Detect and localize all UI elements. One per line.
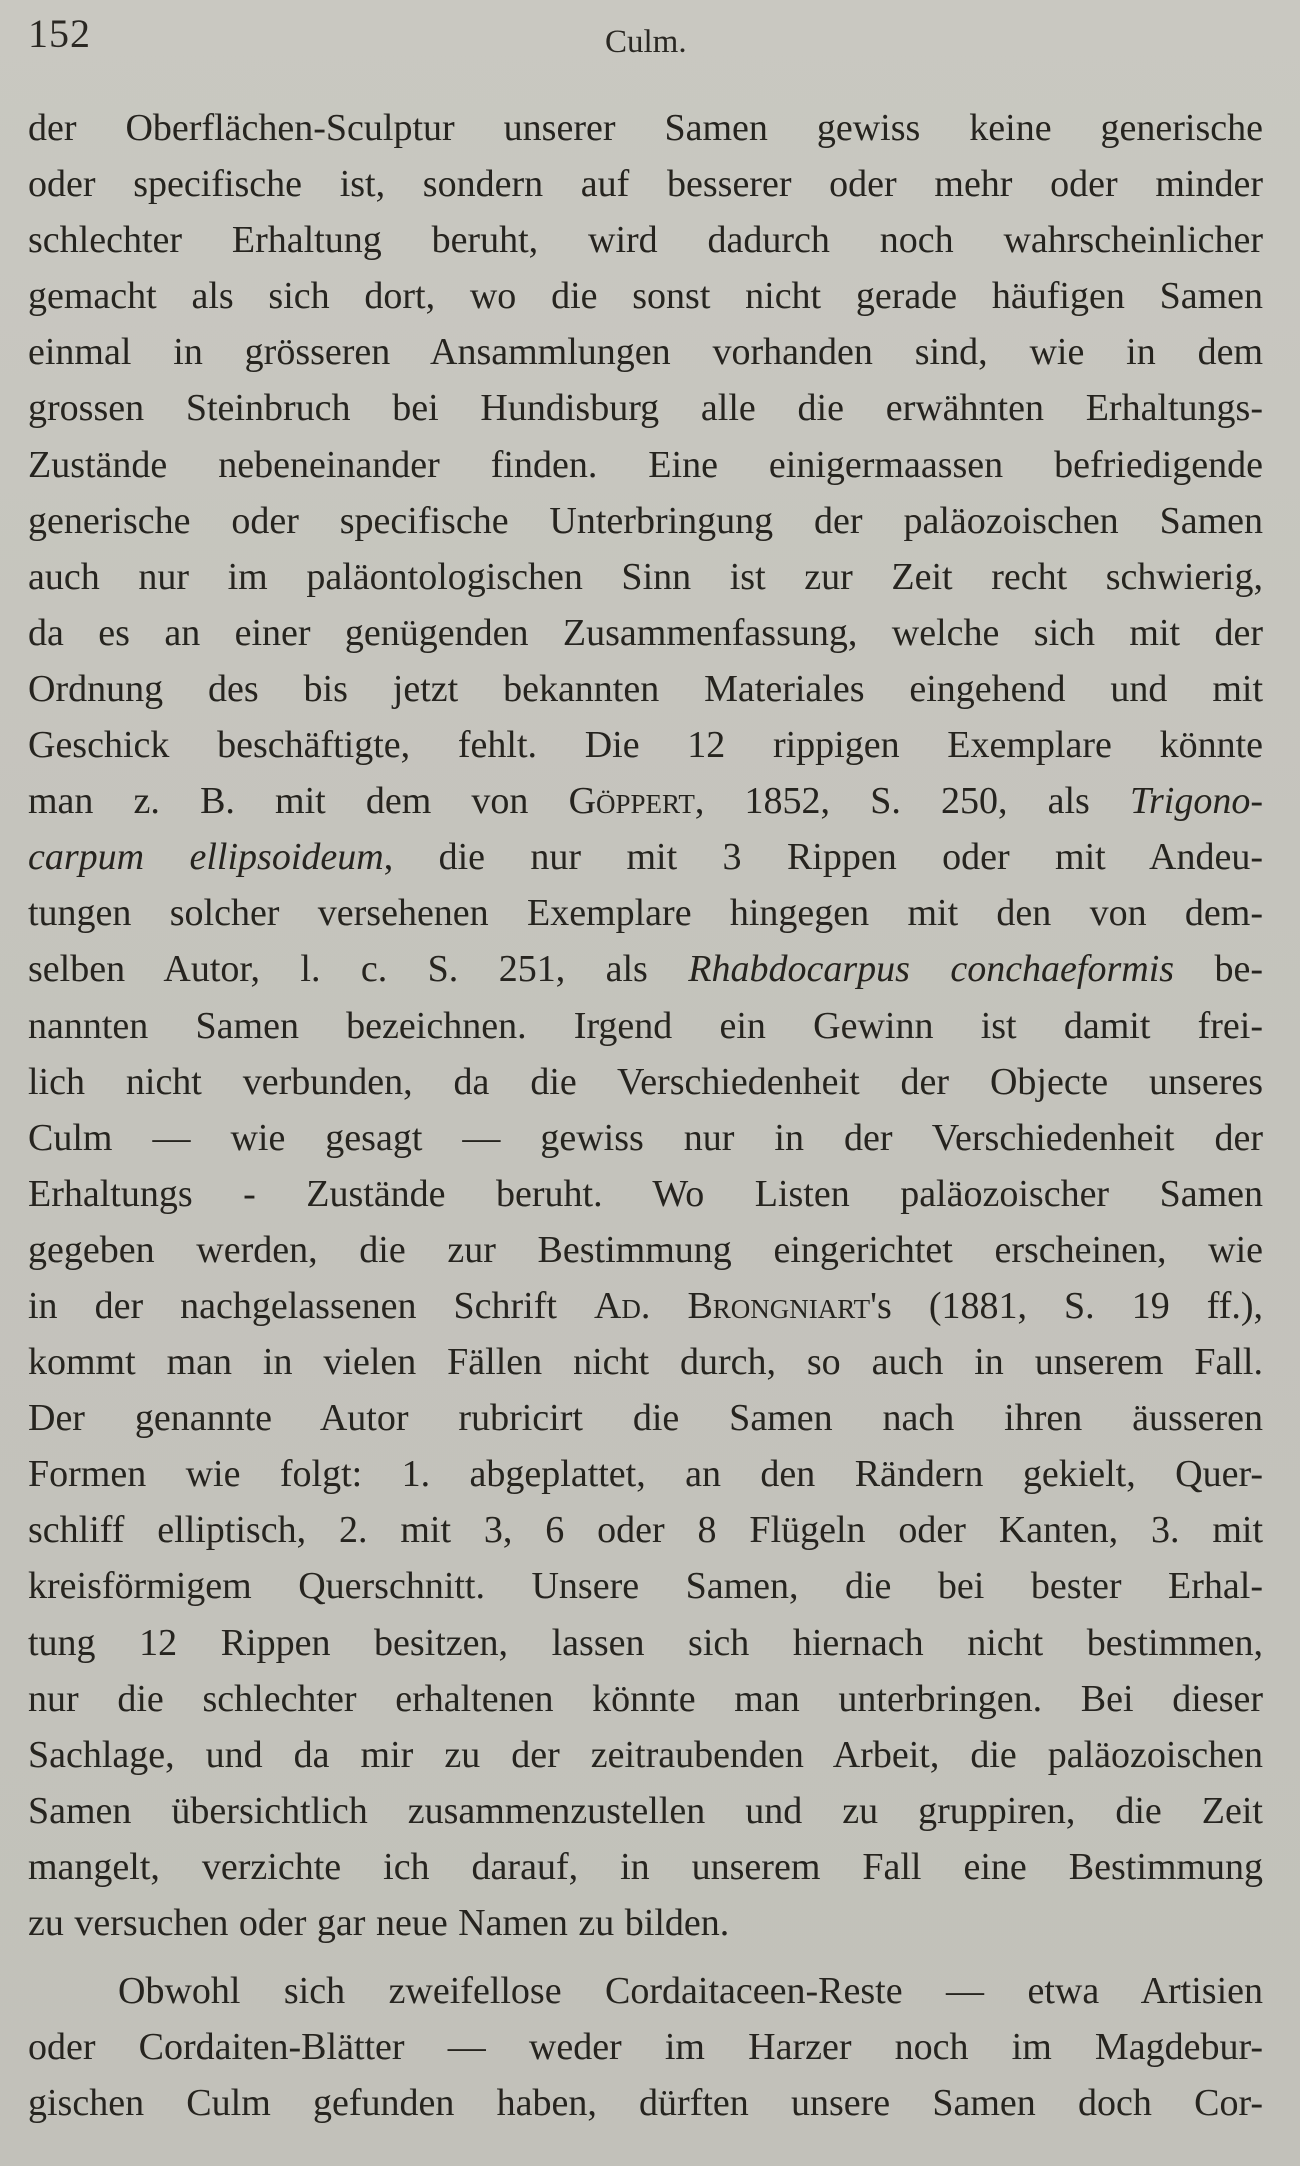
text-run: man z. B. mit dem von <box>28 780 569 823</box>
author-name: Göppert <box>568 780 695 823</box>
text-line <box>28 773 1263 829</box>
text-run: be- <box>1174 948 1263 991</box>
text-run: 's (1881, S. 19 ff.), <box>870 1284 1263 1327</box>
running-head: Culm. <box>605 24 687 60</box>
text-line: Obwohl sich zweifellose Cordaitaceen-Reste — etwa Artisien <box>118 1970 1263 2013</box>
taxon-name: carpum ellipsoideum <box>28 836 384 879</box>
text-line: Der genannte Autor rubricirt die Samen nach ihren äusseren <box>28 1397 1263 1440</box>
text-line: tung 12 Rippen besitzen, lassen sich hiernach nicht bestimmen, <box>28 1621 1263 1664</box>
text-line: Geschick beschäftigte, fehlt. Die 12 rippigen Exemplare könnte <box>28 724 1263 767</box>
text-line: Sachlage, und da mir zu der zeitraubenden Arbeit, die paläozoischen <box>28 1733 1263 1776</box>
text-line: Erhaltungs - Zustände beruht. Wo Listen paläozoischer Samen <box>28 1172 1263 1215</box>
text-line: zu versuchen oder gar neue Namen zu bilden. <box>28 1902 730 1944</box>
text-line: der Oberflächen-Sculptur unserer Samen gewiss keine generische <box>28 107 1263 149</box>
taxon-name: Trigono- <box>1129 780 1263 823</box>
author-name: Ad. Brongniart <box>593 1284 871 1327</box>
text-line: kommt man in vielen Fällen nicht durch, so auch in unserem Fall. <box>28 1341 1263 1384</box>
text-line: Formen wie folgt: 1. abgeplattet, an den Rändern gekielt, Quer- <box>28 1453 1263 1496</box>
text-run: in der nachgelassenen Schrift <box>28 1284 594 1327</box>
text-line <box>28 1278 1263 1334</box>
text-line: Zustände nebeneinander finden. Eine einigermaassen befriedigende <box>28 443 1263 486</box>
taxon-name: Rhabdocarpus conchaeformis <box>688 948 1175 991</box>
text-run: , die nur mit 3 Rippen oder mit Andeu- <box>383 836 1263 879</box>
text-line: Samen übersichtlich zusammenzustellen und zu gruppiren, die Zeit <box>28 1789 1263 1832</box>
text-line: lich nicht verbunden, da die Verschiedenheit der Objecte unseres <box>28 1060 1263 1103</box>
text-line: oder Cordaiten-Blätter — weder im Harzer noch im Magdebur- <box>28 2026 1263 2069</box>
text-line: nur die schlechter erhaltenen könnte man unterbringen. Bei dieser <box>28 1677 1263 1720</box>
text-line: mangelt, verzichte ich darauf, in unserem Fall eine Bestimmung <box>28 1845 1263 1888</box>
text-line: gischen Culm gefunden haben, dürften unsere Samen doch Cor- <box>28 2082 1263 2125</box>
text-run: selben Autor, l. c. S. 251, als <box>28 948 689 991</box>
text-line: gemacht als sich dort, wo die sonst nicht gerade häufigen Samen <box>28 275 1263 318</box>
text-line: generische oder specifische Unterbringung der paläozoischen Samen <box>28 499 1263 542</box>
text-line: da es an einer genügenden Zusammenfassung, welche sich mit der <box>28 611 1263 654</box>
page-number: 152 <box>28 11 91 56</box>
text-line: kreisförmigem Querschnitt. Unsere Samen, die bei bester Erhal- <box>28 1565 1263 1608</box>
text-line: nannten Samen bezeichnen. Irgend ein Gewinn ist damit frei- <box>28 1004 1263 1047</box>
text-line: gegeben werden, die zur Bestimmung eingerichtet erscheinen, wie <box>28 1228 1263 1271</box>
text-line <box>28 829 1263 885</box>
text-line: schlechter Erhaltung beruht, wird dadurch noch wahrscheinlicher <box>28 219 1263 262</box>
text-line: oder specifische ist, sondern auf besserer oder mehr oder minder <box>28 163 1263 206</box>
text-line: schliff elliptisch, 2. mit 3, 6 oder 8 Flügeln oder Kanten, 3. mit <box>28 1509 1263 1552</box>
text-line: tungen solcher versehenen Exemplare hingegen mit den von dem- <box>28 892 1263 935</box>
text-line: einmal in grösseren Ansammlungen vorhanden sind, wie in dem <box>28 331 1263 374</box>
body-text <box>28 100 1263 2131</box>
text-run: , 1852, S. 250, als <box>694 780 1130 823</box>
text-line: grossen Steinbruch bei Hundisburg alle die erwähnten Erhaltungs- <box>28 387 1263 430</box>
text-line: Ordnung des bis jetzt bekannten Materiales eingehend und mit <box>28 667 1263 710</box>
text-line <box>28 941 1263 997</box>
text-line: auch nur im paläontologischen Sinn ist zur Zeit recht schwierig, <box>28 555 1263 598</box>
text-line: Culm — wie gesagt — gewiss nur in der Verschiedenheit der <box>28 1116 1263 1159</box>
